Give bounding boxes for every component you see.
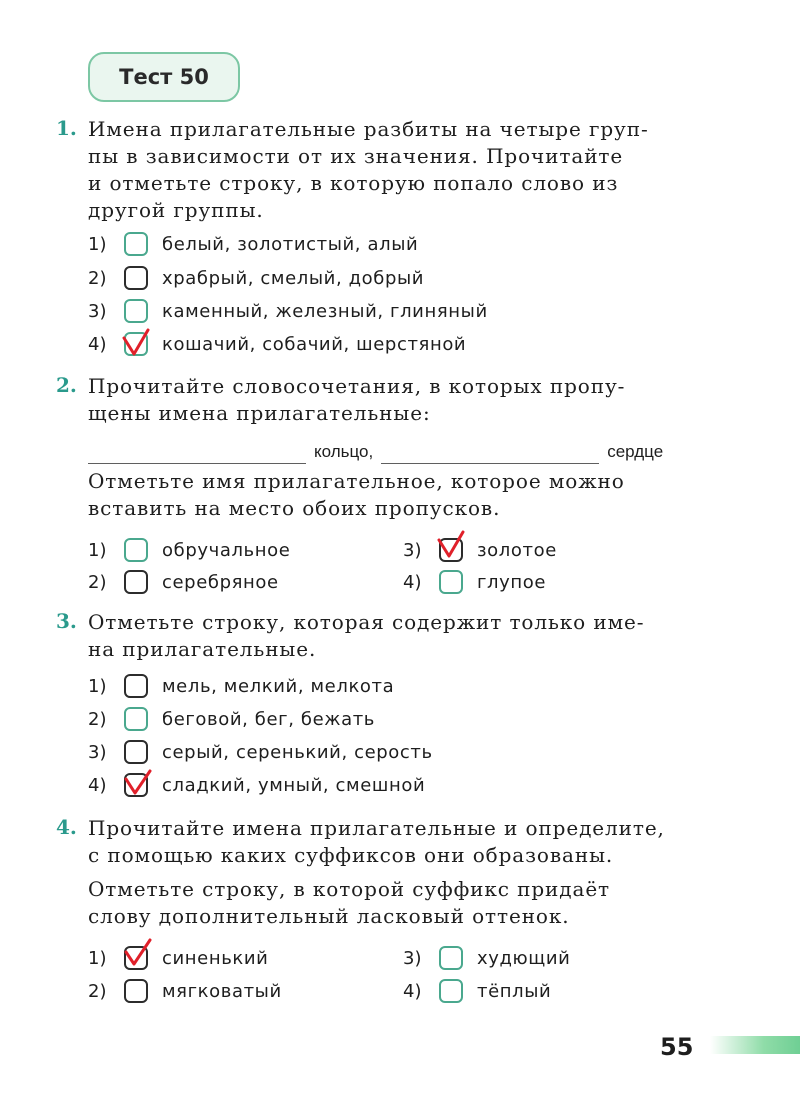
option-number: 3) — [88, 300, 107, 322]
q4-option-3[interactable] — [403, 943, 570, 973]
q3-option-3[interactable] — [88, 737, 433, 767]
question-line: Прочитайте словосочетания, в которых пропу- — [88, 374, 626, 398]
answer-checkbox[interactable] — [124, 232, 148, 256]
q2-option-2[interactable] — [88, 567, 279, 597]
question-text — [88, 468, 698, 522]
q2-option-3[interactable] — [403, 535, 557, 565]
blank-word: кольцо, — [314, 442, 374, 461]
question-text — [88, 373, 698, 427]
question-line: щены имена прилагательные: — [88, 401, 431, 425]
answer-checkbox[interactable] — [124, 538, 148, 562]
checkmark-icon — [120, 765, 156, 801]
option-text: мель, мелкий, мелкота — [162, 675, 395, 697]
question-line: Отметьте имя прилагательное, которое можно — [88, 469, 625, 493]
option-number: 1) — [88, 675, 107, 697]
q1-option-1[interactable] — [88, 229, 418, 259]
option-text: обручальное — [162, 539, 291, 561]
checkmark-icon — [120, 324, 156, 360]
option-text: худющий — [477, 947, 571, 969]
question-line: вставить на место обоих пропусков. — [88, 496, 501, 520]
option-number: 3) — [403, 539, 422, 561]
option-text: сладкий, умный, смешной — [162, 774, 426, 796]
option-number: 1) — [88, 539, 107, 561]
answer-checkbox[interactable] — [124, 570, 148, 594]
option-text: храбрый, смелый, добрый — [162, 267, 425, 289]
page-number-bar — [710, 1036, 800, 1054]
option-number: 1) — [88, 947, 107, 969]
q1-option-3[interactable] — [88, 296, 488, 326]
question-number: 1. — [56, 116, 77, 140]
option-number: 2) — [88, 267, 107, 289]
option-text: синенький — [162, 947, 269, 969]
q2-option-4[interactable] — [403, 567, 546, 597]
option-number: 3) — [403, 947, 422, 969]
question-line: на прилагательные. — [88, 637, 317, 661]
question-text — [88, 876, 698, 930]
answer-checkbox[interactable] — [124, 773, 148, 797]
question-number: 2. — [56, 373, 77, 397]
q3-option-2[interactable] — [88, 704, 375, 734]
question-line: Прочитайте имена прилагательные и определите, — [88, 816, 665, 840]
question-line: слову дополнительный ласковый оттенок. — [88, 904, 570, 928]
q4-option-2[interactable] — [88, 976, 282, 1006]
q4-option-4[interactable] — [403, 976, 551, 1006]
question-text — [88, 815, 698, 869]
question-text — [88, 116, 698, 224]
answer-checkbox[interactable] — [124, 707, 148, 731]
question-line: и отметьте строку, в которую попало слово из — [88, 171, 619, 195]
answer-checkbox[interactable] — [124, 946, 148, 970]
answer-checkbox[interactable] — [124, 674, 148, 698]
question-line: пы в зависимости от их значения. Прочитайте — [88, 144, 624, 168]
blanks-line — [88, 436, 700, 464]
answer-checkbox[interactable] — [439, 979, 463, 1003]
option-text: кошачий, собачий, шерстяной — [162, 333, 467, 355]
page-number: 55 — [660, 1033, 694, 1061]
q1-option-4[interactable] — [88, 329, 466, 359]
answer-checkbox[interactable] — [124, 299, 148, 323]
question-line: Отметьте строку, которая содержит только име- — [88, 610, 645, 634]
answer-checkbox[interactable] — [124, 266, 148, 290]
option-text: золотое — [477, 539, 557, 561]
option-number: 1) — [88, 233, 107, 255]
option-text: серый, серенький, серость — [162, 741, 433, 763]
question-number: 3. — [56, 609, 77, 633]
option-number: 4) — [403, 980, 422, 1002]
option-number: 2) — [88, 980, 107, 1002]
test-label: Тест 50 — [119, 65, 209, 89]
option-number: 4) — [88, 774, 107, 796]
question-line: другой группы. — [88, 198, 264, 222]
checkmark-icon — [435, 530, 471, 566]
q4-option-1[interactable] — [88, 943, 268, 973]
checkmark-icon — [120, 938, 156, 974]
blank-field — [381, 443, 599, 464]
option-text: каменный, железный, глиняный — [162, 300, 488, 322]
option-number: 4) — [403, 571, 422, 593]
test-badge — [88, 52, 240, 102]
option-text: тёплый — [477, 980, 552, 1002]
q2-option-1[interactable] — [88, 535, 290, 565]
answer-checkbox[interactable] — [439, 538, 463, 562]
answer-checkbox[interactable] — [124, 979, 148, 1003]
q3-option-1[interactable] — [88, 671, 394, 701]
option-text: беговой, бег, бежать — [162, 708, 375, 730]
option-number: 2) — [88, 708, 107, 730]
question-text — [88, 609, 698, 663]
blank-field — [88, 443, 306, 464]
blank-word: сердце — [607, 442, 664, 461]
option-text: глупое — [477, 571, 547, 593]
q1-option-2[interactable] — [88, 263, 424, 293]
option-text: мягковатый — [162, 980, 282, 1002]
answer-checkbox[interactable] — [439, 946, 463, 970]
option-text: белый, золотистый, алый — [162, 233, 419, 255]
q3-option-4[interactable] — [88, 770, 425, 800]
option-number: 2) — [88, 571, 107, 593]
answer-checkbox[interactable] — [124, 740, 148, 764]
answer-checkbox[interactable] — [439, 570, 463, 594]
option-number: 4) — [88, 333, 107, 355]
answer-checkbox[interactable] — [124, 332, 148, 356]
question-line: с помощью каких суффиксов они образованы. — [88, 843, 614, 867]
question-number: 4. — [56, 815, 77, 839]
option-text: серебряное — [162, 571, 279, 593]
option-number: 3) — [88, 741, 107, 763]
question-line: Имена прилагательные разбиты на четыре груп- — [88, 117, 649, 141]
question-line: Отметьте строку, в которой суффикс придаёт — [88, 877, 611, 901]
